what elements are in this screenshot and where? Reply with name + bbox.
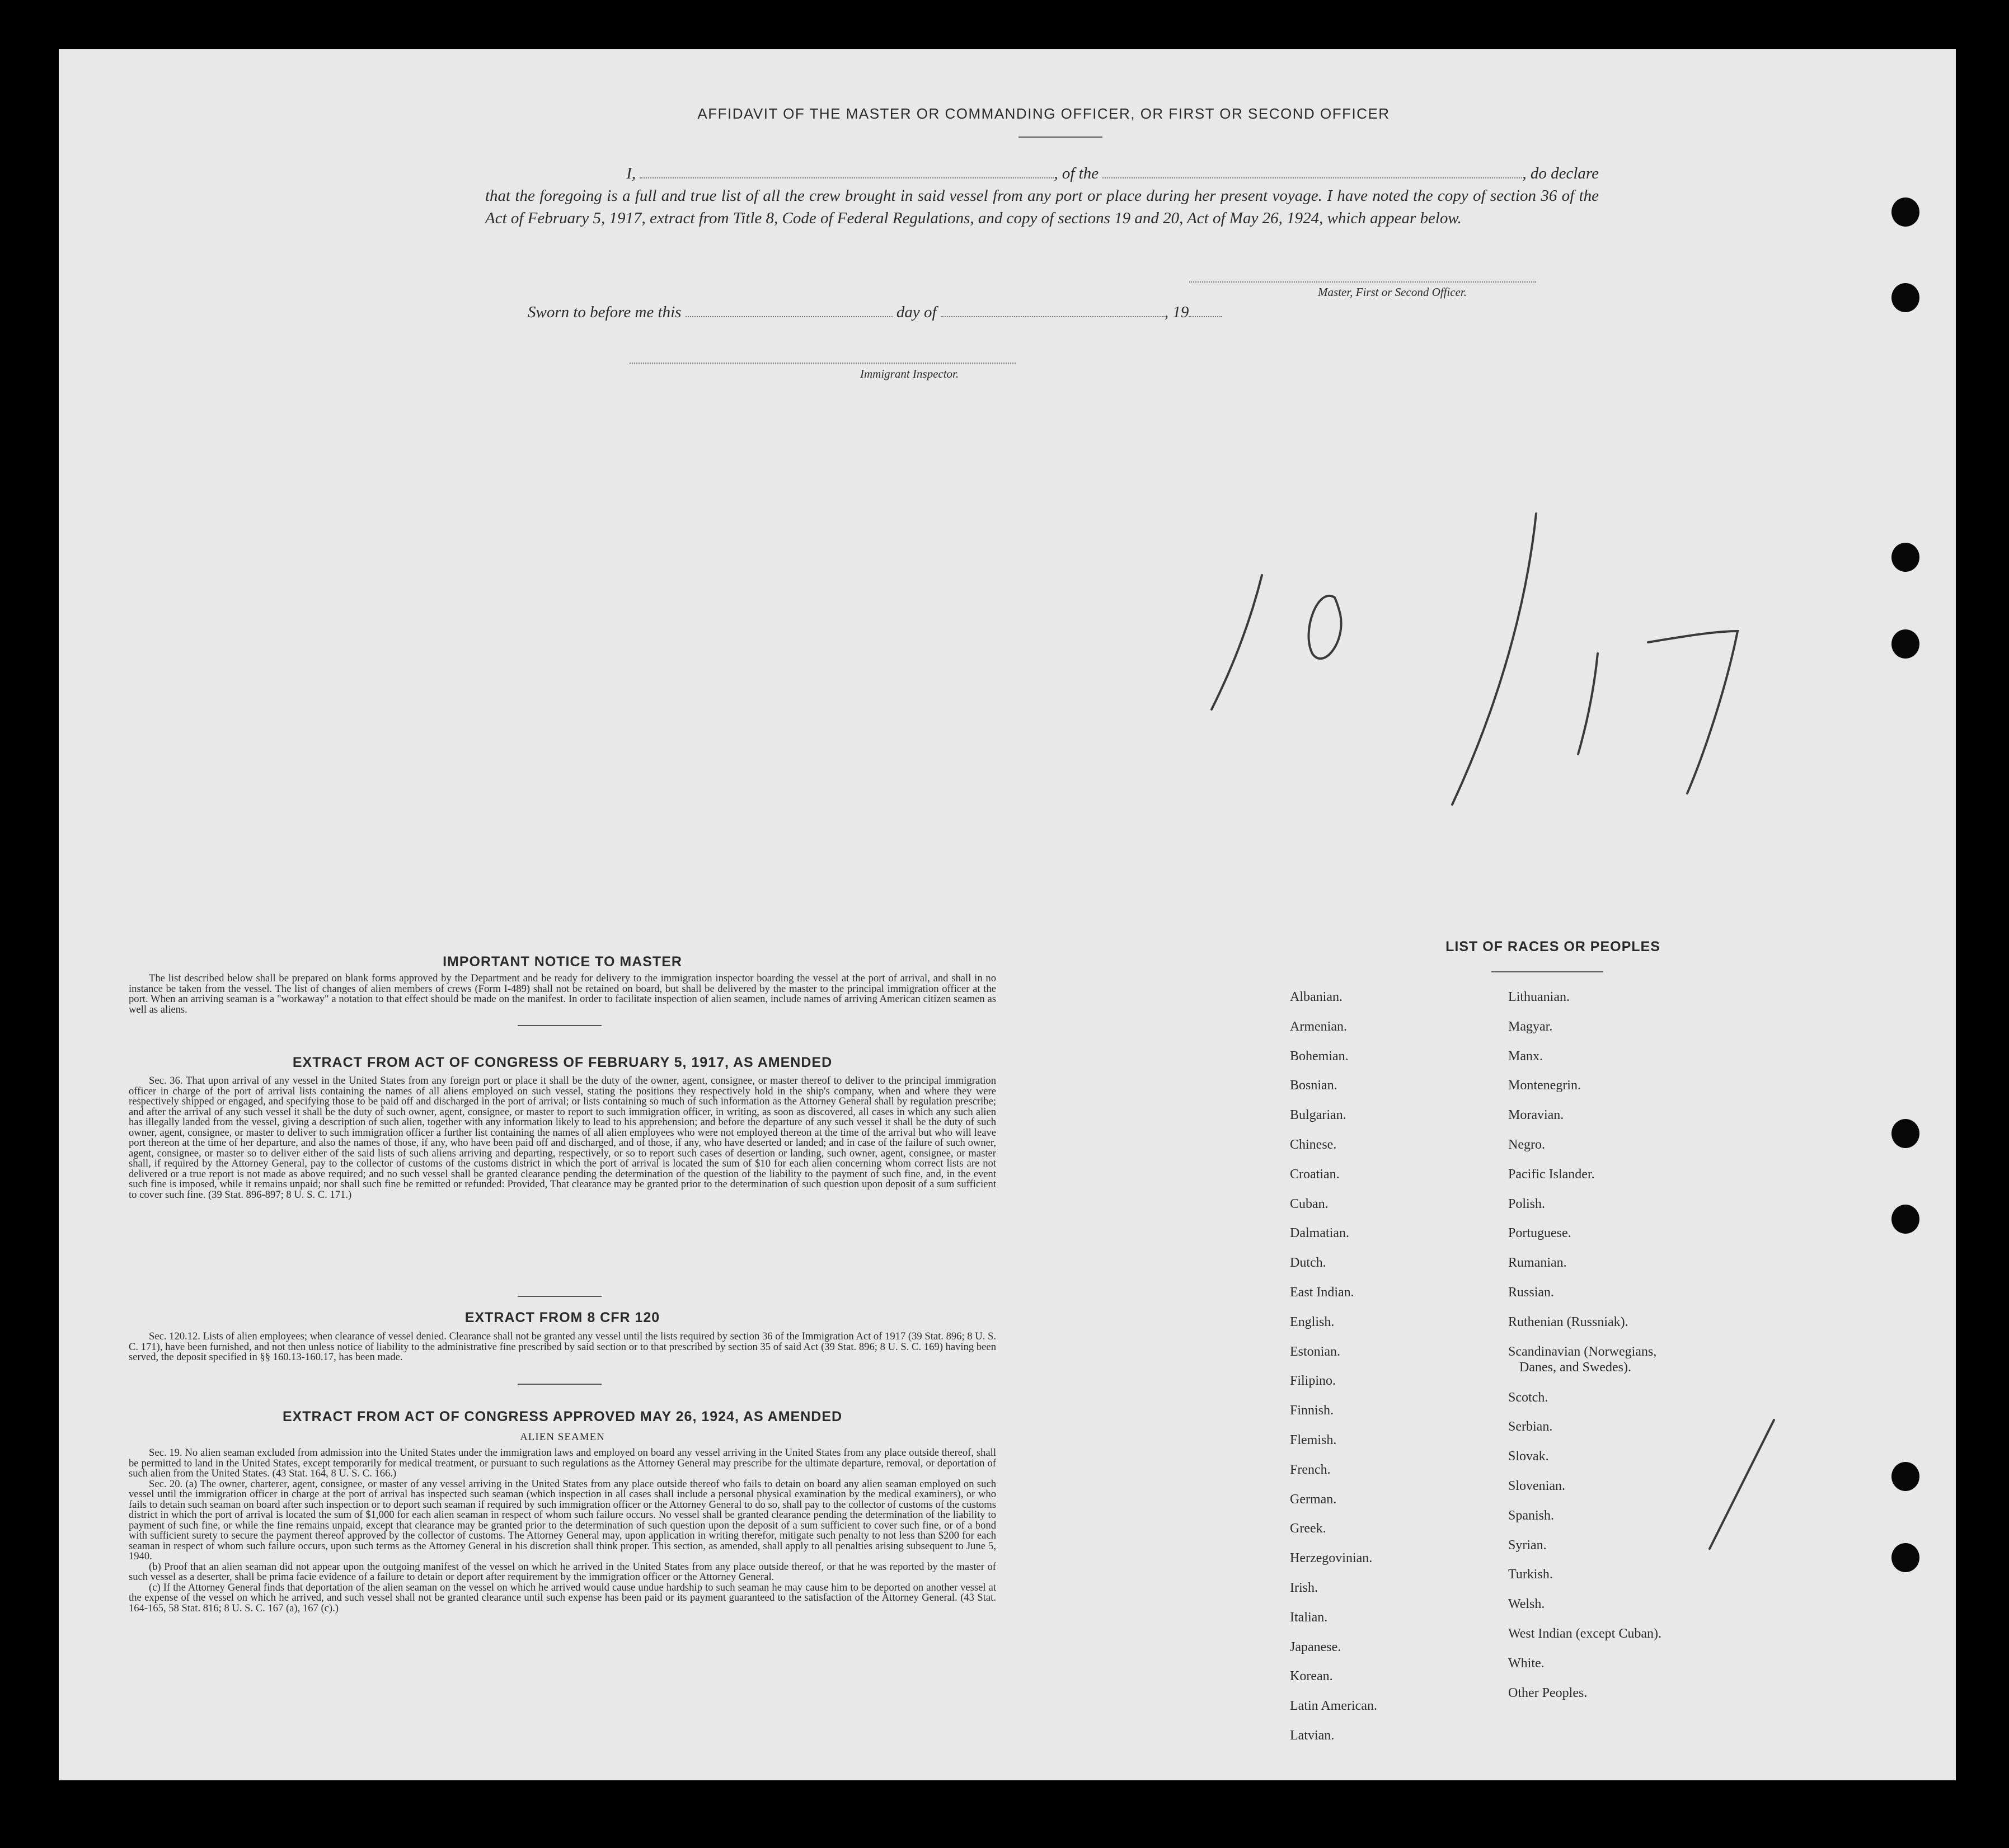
extract-cfr-text: Sec. 120.12. Lists of alien employees; when clearance of vessel denied. Clearance shall not be granted any vessel until the lists required by section 36 of the Immigration Act of 1917 (39 Stat. 896; 8 U. S. C. 171), have been furnished, and not then unless notice of liability to the administrative fine prescribed by said section or to that prescribed by section 35 of said Act (39 Stat. 896; 8 U. S. C. 169) having been served, the deposit specified in §§ 160.13-160.17, has been made. bbox=[129, 1330, 996, 1363]
race-item: Latin American. bbox=[1290, 1699, 1377, 1714]
inspector-caption: Immigrant Inspector. bbox=[860, 367, 959, 380]
race-item: Slovak. bbox=[1508, 1449, 1549, 1464]
race-item: Pacific Islander. bbox=[1508, 1167, 1595, 1182]
race-item: Scotch. bbox=[1508, 1390, 1548, 1405]
extract-1917-title: EXTRACT FROM ACT OF CONGRESS OF FEBRUARY 5, 1917, AS AMENDED bbox=[292, 1055, 833, 1070]
race-item: Greek. bbox=[1290, 1521, 1326, 1536]
race-item: Japanese. bbox=[1290, 1639, 1341, 1654]
race-item-line: Scandinavian (Norwegians, bbox=[1508, 1344, 1657, 1359]
race-item: Cuban. bbox=[1290, 1196, 1329, 1211]
races-divider bbox=[1491, 971, 1603, 972]
race-item: Portuguese. bbox=[1508, 1226, 1571, 1241]
race-item-line: Danes, and Swedes). bbox=[1519, 1360, 1631, 1375]
races-right-column bbox=[1508, 982, 1844, 1708]
sworn-prefix: Sworn to before me this bbox=[528, 303, 682, 321]
sec20a-text: Sec. 20. (a) The owner, charterer, agent, consignee, or master of any vessel arriving in the United States from any place outside thereof who fails to detain on board any alien seaman employed on such vessel until the immigration officer in charge at the port of arrival has inspected such seaman (which inspection in all cases shall include a personal physical examination by the medical examiners), or who fails to detain such seaman on board after such inspection or to deport such seaman if required by such immigration officer or the Attorney General to do so, shall pay to the collector of customs of the customs district in which the port of arrival is located the sum of $1,000 for each alien seaman in respect of whom such failure occurs. No vessel shall be granted clearance pending the determination of the liability to payment of such fine, or while the fine remains unpaid, except that clearance may be granted prior to the determination of such question upon the deposit of a sum sufficient to cover such fine, or of a bond with sufficient surety to secure the payment thereof approved by the collector of customs. The Attorney General may, upon application in writing therefor, mitigate such penalty to not less than $200 for each seaman in respect of whom such failure occurs, upon such terms as the Attorney General in his discretion shall think proper. This section, as amended, shall apply to all penalties arising subsequent to June 5, 1940. bbox=[129, 1478, 996, 1562]
race-item: Herzegovinian. bbox=[1290, 1551, 1373, 1566]
punch-hole bbox=[1891, 283, 1919, 312]
race-item: Dalmatian. bbox=[1290, 1226, 1349, 1241]
races-left-column bbox=[1290, 982, 1503, 1751]
declaration-body: that the foregoing is a full and true list of all the crew brought in said vessel from any port or place during her present voyage. I have noted the copy of section 36 of the Act of February 5, 1917, extract from Title 8, Code of Federal Regulations, and copy of sections 19 and 20, Act of May 26, 1924, which appear below. bbox=[485, 187, 1599, 227]
race-item: Flemish. bbox=[1290, 1432, 1337, 1447]
vessel-blank[interactable] bbox=[1102, 165, 1522, 178]
race-item: West Indian (except Cuban). bbox=[1508, 1626, 1661, 1641]
affidavit-title: AFFIDAVIT OF THE MASTER OR COMMANDING OFFICER, OR FIRST OR SECOND OFFICER bbox=[697, 105, 1390, 122]
sec19-text: Sec. 19. No alien seaman excluded from admission into the United States under the immigration laws and employed on board any vessel arriving in the United States from any place outside thereof, shall be permitted to land in the United States, except temporarily for medical treatment, or pursuant to such regulations as the Attorney General may prescribe for the ultimate departure, removal, or deportation of such alien from the United States. (43 Stat. 164, 8 U. S. C. 166.) bbox=[129, 1447, 996, 1479]
extract-cfr-title: EXTRACT FROM 8 CFR 120 bbox=[464, 1310, 660, 1325]
race-item: East Indian. bbox=[1290, 1285, 1354, 1300]
race-item: Serbian. bbox=[1508, 1419, 1553, 1435]
race-item: White. bbox=[1508, 1656, 1545, 1671]
title-divider bbox=[1018, 137, 1102, 138]
master-signature-line[interactable] bbox=[1189, 281, 1536, 283]
race-item: Chinese. bbox=[1290, 1137, 1337, 1152]
race-item: Estonian. bbox=[1290, 1344, 1340, 1359]
sec20c-text: (c) If the Attorney General finds that deportation of the alien seaman on the vessel on which he arrived would cause undue hardship to such seaman he may cause him to be deported on another vessel at the expense of the vessel on which he arrived, and such vessel shall not be granted clearance until such expense has been paid or its payment guaranteed to the satisfaction of the Attorney General. (43 Stat. 164-165, 58 Stat. 816; 8 U. S. C. 167 (a), 167 (c).) bbox=[129, 1581, 996, 1614]
races-title: LIST OF RACES OR PEOPLES bbox=[1445, 939, 1660, 954]
race-item-scandinavian bbox=[1508, 1337, 1844, 1383]
race-item: German. bbox=[1290, 1492, 1337, 1507]
declaration-suffix: , do declare bbox=[1522, 164, 1599, 182]
sworn-month-blank[interactable] bbox=[941, 304, 1165, 317]
race-item: Irish. bbox=[1290, 1580, 1318, 1595]
punch-hole bbox=[1891, 1205, 1919, 1234]
race-item: Korean. bbox=[1290, 1669, 1333, 1684]
race-item: Italian. bbox=[1290, 1610, 1328, 1625]
master-caption: Master, First or Second Officer. bbox=[1318, 285, 1467, 299]
race-item: Spanish. bbox=[1508, 1508, 1555, 1523]
extract-1924-body bbox=[129, 1448, 996, 1614]
race-item: Magyar. bbox=[1508, 1019, 1553, 1034]
declaration-line1 bbox=[485, 162, 1599, 185]
sworn-year-blank[interactable] bbox=[1189, 304, 1222, 317]
race-item: Moravian. bbox=[1508, 1108, 1564, 1123]
extract-1917-text: Sec. 36. That upon arrival of any vessel in the United States from any foreign port or place it shall be the duty of the owner, agent, consignee, or master thereof to deliver to the principal immigration officer in charge of the port of arrival lists containing the names of all aliens employed on such vessel, stating the positions they respectively hold in the ship's company, when and where they were respectively shipped or engaged, and specifying those to be paid off and discharged in the port of arrival; or lists containing so much of such information as the Attorney General shall by regulation prescribe; and after the arrival of any such vessel it shall be the duty of such owner, agent, consignee, or master to report to such immigration officer, in writing, as soon as discovered, all cases in which any such alien has illegally landed from the vessel, giving a description of such alien, together with any information likely to lead to his apprehension; and before the departure of any such vessel it shall be the duty of such owner, agent, consignee, or master to deliver to such immigration officer a further list containing the names of all alien employees who were not employed thereon at the time of the arrival but who will leave port thereon at the time of her departure, and also the names of those, if any, who have been paid off and discharged, and of those, if any, who have deserted or landed; and in case of the failure of such owner, agent, consignee, or master so to deliver either of the said lists of such aliens arriving and departing, respectively, or so to report such cases of desertion or landing, such owner, agent, consignee, or master shall, if required by the Attorney General, pay to the collector of customs of the customs district in which the port of arrival is located the sum of $10 for each alien concerning whom correct lists are not delivered or a true report is not made as above required; and no such vessel shall be granted clearance pending the determination of the question of the liability to the payment of such fine, and, in the event such fine is imposed, while it remains unpaid; nor shall such fine be remitted or refunded: Provided, That clearance may be granted prior to the determination of such question upon deposit of a sum sufficient to cover such fine. (39 Stat. 896-897; 8 U. S. C. 171.) bbox=[129, 1075, 996, 1201]
race-item: Albanian. bbox=[1290, 990, 1343, 1004]
race-item: French. bbox=[1290, 1462, 1331, 1477]
document-page bbox=[59, 49, 1956, 1780]
sworn-day-of: day of bbox=[896, 303, 937, 321]
extract-1917-divider bbox=[518, 1296, 602, 1297]
race-item: English. bbox=[1290, 1314, 1335, 1329]
notice-text: The list described below shall be prepared on blank forms approved by the Department and be ready for delivery to the immigration inspector boarding the vessel at the port of arrival, and shall in no instance be taken from the vessel. The list of changes of alien members of crews (Form I-489) shall not be retained on board, but shall be delivered by the master to the principal immigration officer at the port. When an arriving seaman is a "workaway" a notation to that effect should be made on the manifest. In order to facilitate inspection of alien seamen, include names of arriving American citizen seamen as well as aliens. bbox=[129, 972, 996, 1015]
race-item: Filipino. bbox=[1290, 1374, 1336, 1389]
race-item: Lithuanian. bbox=[1508, 990, 1570, 1004]
inspector-signature-line[interactable] bbox=[630, 363, 1016, 364]
notice-divider bbox=[518, 1025, 602, 1026]
extract-cfr-divider bbox=[518, 1384, 602, 1385]
race-item: Syrian. bbox=[1508, 1537, 1547, 1553]
race-item: Rumanian. bbox=[1508, 1255, 1567, 1271]
race-item: Slovenian. bbox=[1508, 1478, 1565, 1493]
race-item: Other Peoples. bbox=[1508, 1685, 1588, 1700]
race-item: Dutch. bbox=[1290, 1255, 1326, 1271]
race-item: Welsh. bbox=[1508, 1597, 1545, 1612]
race-item: Armenian. bbox=[1290, 1019, 1347, 1034]
sworn-day-blank[interactable] bbox=[686, 304, 893, 317]
punch-hole bbox=[1891, 1119, 1919, 1148]
race-item: Negro. bbox=[1508, 1137, 1545, 1152]
race-item: Montenegrin. bbox=[1508, 1078, 1581, 1093]
declaration-of-the: , of the bbox=[1054, 164, 1099, 182]
notice-title: IMPORTANT NOTICE TO MASTER bbox=[443, 954, 682, 970]
race-item: Finnish. bbox=[1290, 1403, 1334, 1418]
race-item: Turkish. bbox=[1508, 1567, 1553, 1582]
punch-hole bbox=[1891, 1543, 1919, 1572]
race-item: Russian. bbox=[1508, 1285, 1555, 1300]
race-item: Bosnian. bbox=[1290, 1078, 1337, 1093]
race-item: Manx. bbox=[1508, 1048, 1543, 1064]
sworn-line bbox=[528, 303, 1367, 322]
punch-hole bbox=[1891, 1462, 1919, 1491]
race-item: Latvian. bbox=[1290, 1728, 1335, 1743]
race-item: Bohemian. bbox=[1290, 1048, 1349, 1064]
punch-hole bbox=[1891, 629, 1919, 659]
extract-1924-title: EXTRACT FROM ACT OF CONGRESS APPROVED MAY 26, 1924, AS AMENDED bbox=[282, 1409, 843, 1424]
declaration-text bbox=[485, 162, 1599, 229]
race-item: Croatian. bbox=[1290, 1167, 1340, 1182]
punch-hole bbox=[1891, 543, 1919, 572]
sworn-year: , 19 bbox=[1164, 303, 1189, 321]
sec20b-text: (b) Proof that an alien seaman did not appear upon the outgoing manifest of the vessel on which he arrived in the United States from any place outside thereof, or that he was reported by the master of such vessel as a deserter, shall be prima facie evidence of a failure to detain or deport after requirement by the immigration officer or the Attorney General. bbox=[129, 1560, 996, 1583]
race-item: Ruthenian (Russniak). bbox=[1508, 1314, 1628, 1329]
race-item: Bulgarian. bbox=[1290, 1108, 1346, 1123]
extract-1924-subtitle: ALIEN SEAMEN bbox=[520, 1431, 605, 1443]
declaration-prefix: I, bbox=[626, 164, 636, 182]
race-item: Polish. bbox=[1508, 1196, 1546, 1211]
name-blank[interactable] bbox=[640, 165, 1054, 178]
punch-hole bbox=[1891, 198, 1919, 227]
